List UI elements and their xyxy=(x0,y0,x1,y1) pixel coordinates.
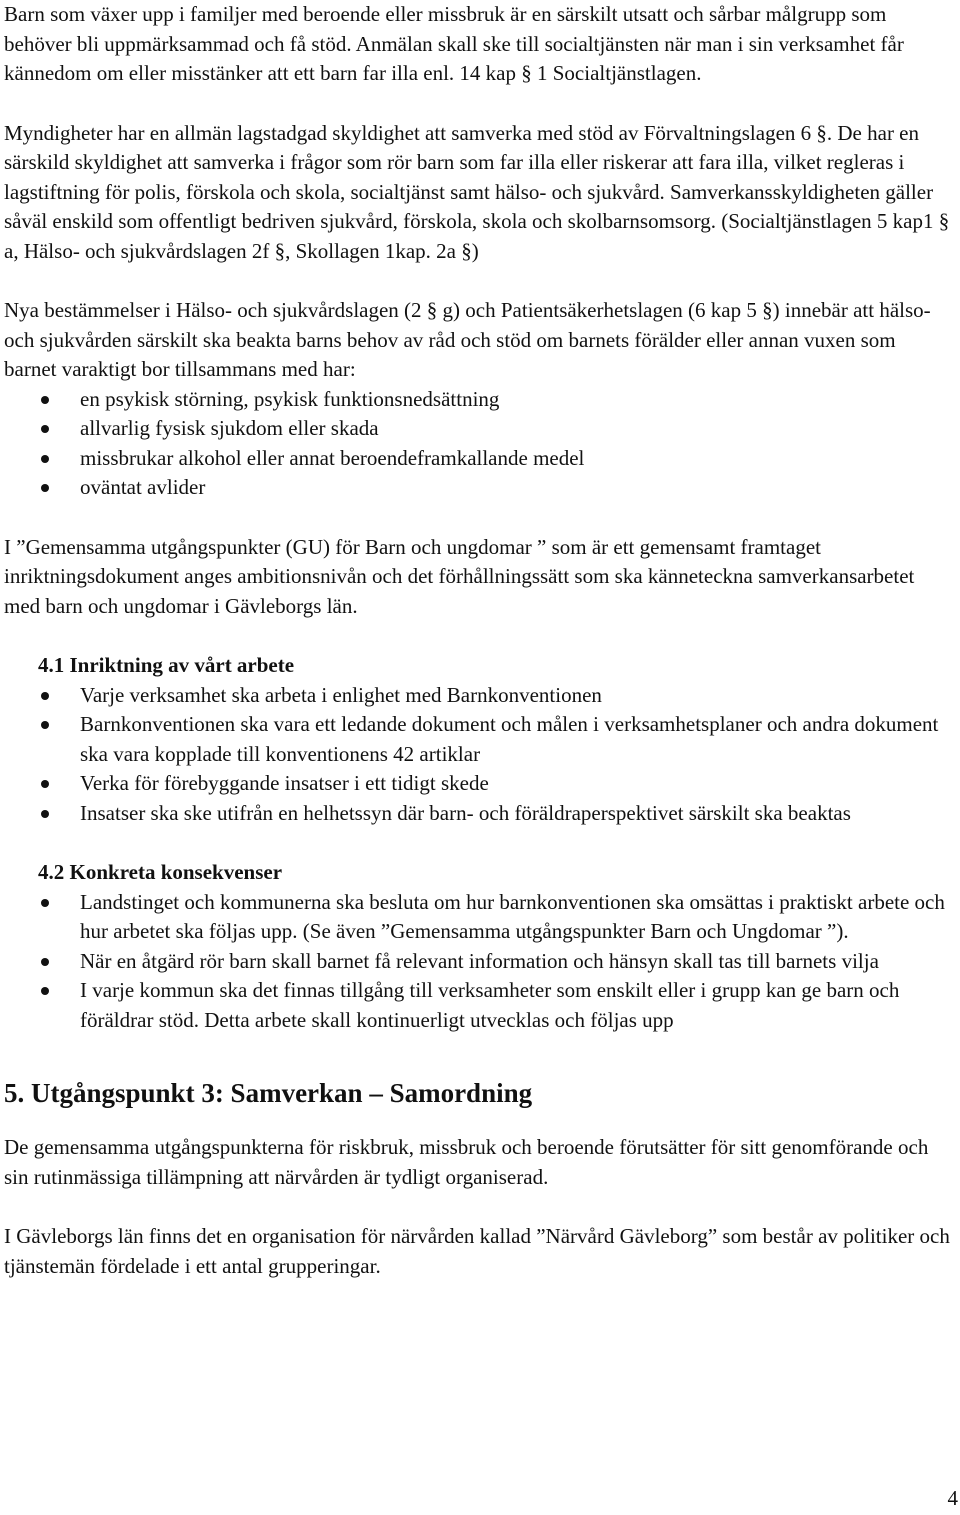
list-item: I varje kommun ska det finnas tillgång till verksamheter som enskilt eller i grupp kan ge barn och föräldrar stöd. Detta arbete skall kontinuerligt utvecklas och följas upp xyxy=(4,976,952,1035)
section-5-paragraph-1: De gemensamma utgångspunkterna för riskbruk, missbruk och beroende förutsätter för sitt genomförande och sin rutinmässiga tillämpning att närvården är tydligt organiserad. xyxy=(4,1135,929,1189)
list-item: Varje verksamhet ska arbeta i enlighet med Barnkonventionen xyxy=(4,681,952,711)
section-4-1-heading: 4.1 Inriktning av vårt arbete xyxy=(38,653,295,677)
intro-paragraph: Barn som växer upp i familjer med beroende eller missbruk är en särskilt utsatt och sårbar målgrupp som behöver bli uppmärksammad och få stöd. Anmälan skall ske till socialtjänsten när man i sin verksamhet får kännedom om eller misstänker att ett barn far illa enl. 14 kap § 1 Socialtjänstlagen. xyxy=(4,2,904,85)
list-item: en psykisk störning, psykisk funktionsnedsättning xyxy=(4,385,952,415)
bullet-icon xyxy=(41,396,49,404)
bullet-icon xyxy=(41,899,49,907)
document-page xyxy=(4,0,952,1311)
section-5-paragraph-2: I Gävleborgs län finns det en organisation för närvården kallad ”Närvård Gävleborg” som består av politiker och tjänstemän fördelade i ett antal grupperingar. xyxy=(4,1224,950,1278)
bullet-icon xyxy=(41,425,49,433)
authorities-paragraph: Myndigheter har en allmän lagstadgad skyldighet att samverka med stöd av Förvaltningslagen 6 §. De har en särskild skyldighet att samverka i frågor som rör barn som far illa eller riskerar att fara illa, vilket regleras i lagstiftning för polis, förskola och skola, socialtjänst samt hälso- och sjukvård. Samverkansskyldigheten gäller såväl enskild som offentligt bedriven sjukvård, förskola, skola och skolbarnsomsorg. (Socialtjänstlagen 5 kap1 § a, Hälso- och sjukvårdslagen 2f §, Skollagen 1kap. 2a §) xyxy=(4,120,950,263)
section-4-2-heading: 4.2 Konkreta konsekvenser xyxy=(38,860,283,884)
list-item: Insatser ska ske utifrån en helhetssyn där barn- och föräldraperspektivet särskilt ska beaktas xyxy=(4,799,952,829)
bullet-icon xyxy=(41,692,49,700)
bullet-icon xyxy=(41,810,49,818)
list-item: missbrukar alkohol eller annat beroendeframkallande medel xyxy=(4,444,952,474)
list-item: Verka för förebyggande insatser i ett tidigt skede xyxy=(4,769,952,799)
list-item: oväntat avlider xyxy=(4,473,952,503)
section-4-2-list xyxy=(4,888,952,1036)
list-item: Barnkonventionen ska vara ett ledande dokument och målen i verksamhetsplaner och andra dokument ska vara kopplade till konventionens 42 artiklar xyxy=(4,710,952,769)
bullet-icon xyxy=(41,455,49,463)
section-4-1-list xyxy=(4,681,952,829)
bullet-icon xyxy=(41,721,49,729)
page-number: 4 xyxy=(947,1486,958,1510)
new-rules-paragraph: Nya bestämmelser i Hälso- och sjukvårdslagen (2 § g) och Patientsäkerhetslagen (6 kap 5 §) innebär att hälso- och sjukvården särskilt ska beakta barns behov av råd och stöd om barnets förälder eller annan vuxen som barnet varaktigt bor tillsammans med har: xyxy=(4,298,931,381)
bullet-icon xyxy=(41,987,49,995)
bullet-icon xyxy=(41,958,49,966)
gu-paragraph: I ”Gemensamma utgångspunkter (GU) för Barn och ungdomar ” som är ett gemensamt framtaget inriktningsdokument anges ambitionsnivån och det förhållningssätt som ska känneteckna samverkansarbetet med barn och ungdomar i Gävleborgs län. xyxy=(4,534,915,618)
list-item: allvarlig fysisk sjukdom eller skada xyxy=(4,414,952,444)
list-item: Landstinget och kommunerna ska besluta om hur barnkonventionen ska omsättas i praktiskt arbete och hur arbetet ska följas upp. (Se även ”Gemensamma utgångspunkter Barn och Ungdomar ”). xyxy=(4,888,952,947)
bullet-icon xyxy=(41,780,49,788)
bullet-icon xyxy=(41,484,49,492)
risk-list xyxy=(4,385,952,503)
list-item: När en åtgärd rör barn skall barnet få relevant information och hänsyn skall tas till barnets vilja xyxy=(4,947,952,977)
section-5-heading: 5. Utgångspunkt 3: Samverkan – Samordning xyxy=(4,1078,533,1108)
